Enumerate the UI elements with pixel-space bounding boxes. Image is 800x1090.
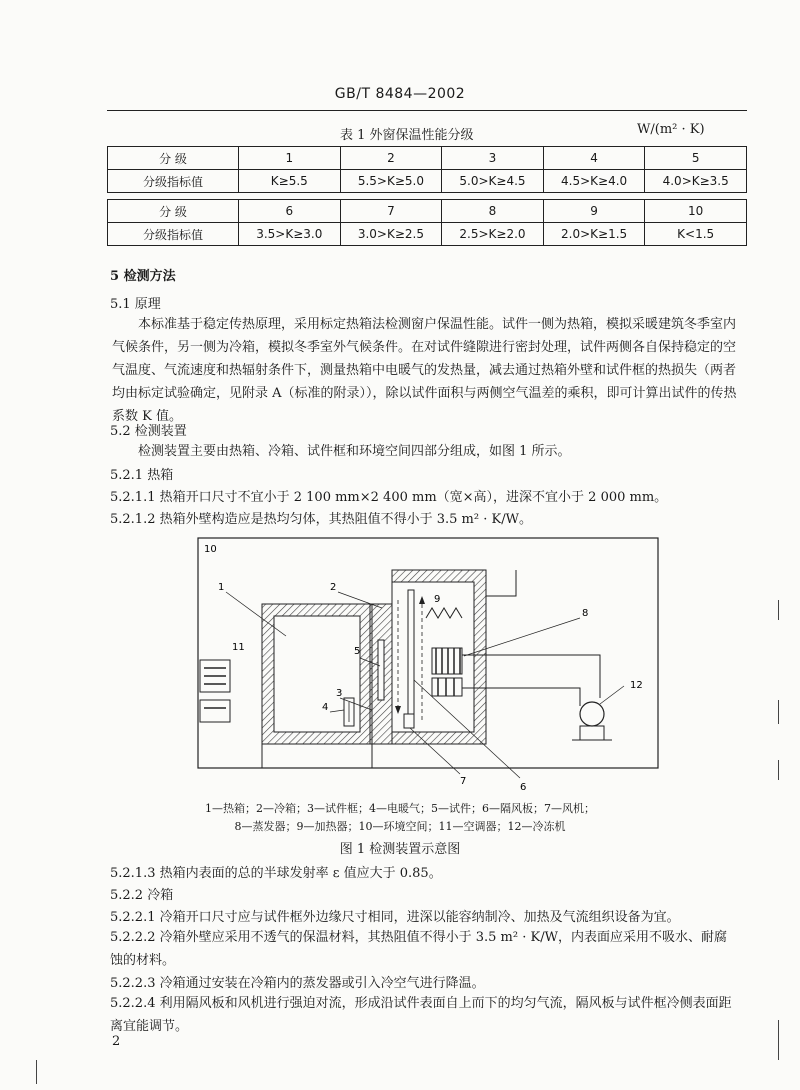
table-cell: 分级指标值 <box>108 170 239 193</box>
grade-table-part1 <box>107 146 747 193</box>
table-cell: 10 <box>645 200 747 223</box>
specimen <box>378 640 384 700</box>
section-5-2-2-heading: 5.2.2 冷箱 <box>110 888 174 903</box>
section-5-2-heading: 5.2 检测装置 <box>110 424 187 439</box>
table-cell: 5.5>K≥5.0 <box>340 170 442 193</box>
scan-mark <box>778 1020 779 1060</box>
apparatus-diagram <box>0 530 800 830</box>
figure-label-5: 5 <box>354 646 361 657</box>
figure-label-1: 1 <box>218 582 225 593</box>
table-cell: 9 <box>543 200 645 223</box>
table-cell: 2.0>K≥1.5 <box>543 223 645 246</box>
figure-label-6: 6 <box>520 782 527 793</box>
hot-box-base <box>262 744 372 768</box>
section-5-2-1-1: 5.2.1.1 热箱开口尺寸不宜小于 2 100 mm×2 400 mm（宽×高），进深不宜小于 2 000 mm。 <box>110 490 668 505</box>
figure-label-11: 11 <box>232 642 245 653</box>
table-row <box>108 170 747 193</box>
section-5-2-2-1: 5.2.2.1 冷箱开口尺寸应与试件框外边缘尺寸相同，进深以能容纳制冷、加热及气流组织设备为宜。 <box>110 910 680 925</box>
figure-label-12: 12 <box>630 680 643 691</box>
figure-label-4: 4 <box>322 702 329 713</box>
air-conditioner <box>200 660 230 722</box>
figure-label-7: 7 <box>460 776 467 787</box>
hot-box-interior <box>274 616 360 732</box>
table-cell: 6 <box>239 200 341 223</box>
section-5-2-2-4: 5.2.2.4 利用隔风板和风机进行强迫对流，形成沿试件表面自上而下的均匀气流，隔风板与试件框冷侧表面距离宜能调节。 <box>110 996 732 1034</box>
section-5-2-2-2: 5.2.2.2 冷箱外壁应采用不透气的保温材料，其热阻值不得小于 3.5 m² · K/W，内表面应采用不吸水、耐腐蚀的材料。 <box>110 930 727 968</box>
figure-label-2: 2 <box>330 582 337 593</box>
table-row <box>108 147 747 170</box>
table-row <box>108 223 747 246</box>
table-cell: 1 <box>239 147 341 170</box>
table-cell: 3 <box>442 147 544 170</box>
scan-mark <box>36 1060 37 1084</box>
figure-legend-line2: 8—蒸发器；9—加热器；10—环境空间；11—空调器；12—冷冻机 <box>234 820 566 833</box>
table-caption: 表 1 外窗保温性能分级 <box>340 128 474 143</box>
figure-label-8: 8 <box>582 608 589 619</box>
section-5-1-heading: 5.1 原理 <box>110 297 161 312</box>
figure-label-3: 3 <box>336 688 343 699</box>
table-cell: 4 <box>543 147 645 170</box>
scan-mark <box>778 760 779 780</box>
table-cell: 5 <box>645 147 747 170</box>
section-5-2-1-heading: 5.2.1 热箱 <box>110 468 174 483</box>
table-cell: 5.0>K≥4.5 <box>442 170 544 193</box>
section-5-1-text: 本标准基于稳定传热原理，采用标定热箱法检测窗户保温性能。试件一侧为热箱，模拟采暖建筑冬季室内气候条件，另一侧为冷箱，模拟冬季室外气候条件。在对试件缝隙进行密封处理，试件两侧各自保持稳定的空气温度、气流速度和热辐射条件下，测量热箱中电暖气的发热量，减去通过热箱外壁和试件框的热损失（两者均由标定试验确定，见附录 A（标准的附录）），除以试件面积与两侧空气温差的乘积，即可计算出试件的传热系数 K 值。 <box>112 317 737 424</box>
table-cell: 3.5>K≥3.0 <box>239 223 341 246</box>
section-5-2-2-3: 5.2.2.3 冷箱通过安装在冷箱内的蒸发器或引入冷空气进行降温。 <box>110 976 485 991</box>
fan <box>404 714 414 728</box>
table-cell: 4.0>K≥3.5 <box>645 170 747 193</box>
section-5-heading: 5 检测方法 <box>110 269 176 284</box>
table-unit: W/(m² · K) <box>637 122 705 137</box>
table-cell: 分 级 <box>108 147 239 170</box>
scan-mark <box>778 700 779 724</box>
figure-label-9: 9 <box>434 594 441 605</box>
table-cell: 7 <box>340 200 442 223</box>
table-cell: K≥5.5 <box>239 170 341 193</box>
section-5-2-1-2: 5.2.1.2 热箱外壁构造应是热均匀体，其热阻值不得小于 3.5 m² · K/W。 <box>110 512 532 527</box>
section-5-2-text: 检测装置主要由热箱、冷箱、试件框和环境空间四部分组成，如图 1 所示。 <box>138 444 571 459</box>
table-row <box>108 200 747 223</box>
air-baffle <box>408 590 414 722</box>
table-cell: 2 <box>340 147 442 170</box>
table-cell: 4.5>K≥4.0 <box>543 170 645 193</box>
figure-legend-line1: 1—热箱；2—冷箱；3—试件框；4—电暖气；5—试件；6—隔风板；7—风机； <box>205 802 595 815</box>
page-header: GB/T 8484—2002 <box>334 86 466 102</box>
figure-title: 图 1 检测装置示意图 <box>339 842 461 857</box>
table-cell: 8 <box>442 200 544 223</box>
table-cell: 分 级 <box>108 200 239 223</box>
table-cell: 3.0>K≥2.5 <box>340 223 442 246</box>
header-rule <box>107 110 747 111</box>
chiller <box>572 702 612 740</box>
section-5-2-1-3: 5.2.1.3 热箱内表面的总的半球发射率 ε 值应大于 0.85。 <box>110 866 442 881</box>
table-cell: K<1.5 <box>645 223 747 246</box>
figure-label-10: 10 <box>204 544 217 555</box>
page-number: 2 <box>112 1034 121 1049</box>
grade-table-part2 <box>107 199 747 246</box>
scan-mark <box>778 600 779 620</box>
table-cell: 分级指标值 <box>108 223 239 246</box>
table-cell: 2.5>K≥2.0 <box>442 223 544 246</box>
